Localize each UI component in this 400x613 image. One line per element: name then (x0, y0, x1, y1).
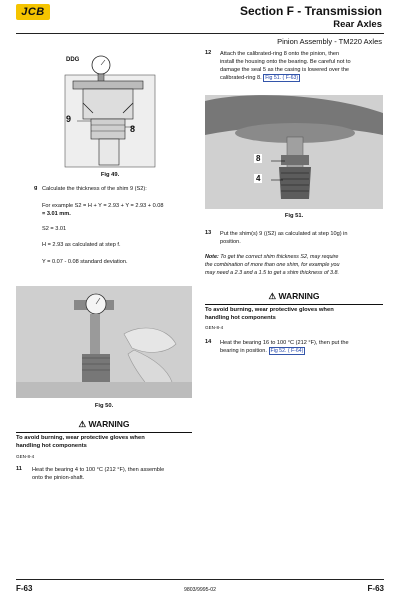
step-g-h-value: H = 2.93 as calculated at step f. (42, 242, 121, 248)
left-warning-code: GEN-8-4 (16, 454, 35, 459)
fig-52-link[interactable]: Fig 52. ( F-64) (270, 348, 304, 354)
warning-triangle-icon: ⚠ (268, 291, 277, 301)
fig49-label-shim: 9 (66, 114, 72, 124)
note-line3: may need a 2.3 and a 1.5 to get a shim thickness of 3.8. (205, 270, 339, 276)
footer-code: 9803/9995-02 (183, 587, 217, 593)
step-12-line4-row (220, 74, 385, 83)
right-warning-line2: handling hot components (205, 314, 276, 321)
figure-50-caption: Fig 50. (94, 403, 114, 409)
step-14-number: 14 (205, 339, 212, 345)
step-g-example-line2: = 3.01 mm. (42, 211, 71, 217)
footer-rule (16, 579, 384, 580)
step-12-line3: damage the seal 5 as the casing is lowered over the (220, 67, 350, 73)
right-warning-title-text: WARNING (278, 291, 320, 301)
left-warning-title (16, 419, 192, 430)
figure-50-drawing (16, 286, 192, 398)
step-g-text: Calculate the thickness of the shim 9 (S2): (42, 186, 147, 192)
footer-page-right: F-63 (367, 584, 384, 593)
figure-49-drawing (55, 53, 165, 170)
page-subtitle: Pinion Assembly - TM220 Axles (277, 37, 382, 46)
step-11-line1: Heat the bearing 4 to 100 °C (212 °F), then assemble (32, 467, 165, 473)
step-g-y-value: Y = 0.07 - 0.08 standard deviation. (42, 259, 128, 265)
section-subtitle: Rear Axles (333, 19, 382, 30)
note-line1: To get the correct shim thickness S2, may require (220, 254, 339, 260)
step-14-line2: bearing in position. (220, 348, 267, 354)
step-11-line2: onto the pinion-shaft. (32, 475, 85, 481)
figure-49-illustration (55, 53, 165, 170)
fig49-label-ddg: DDG (66, 57, 80, 63)
step-13-number: 13 (205, 230, 212, 236)
figure-49-caption: Fig 49. (100, 172, 120, 178)
right-warning-code: GEN-8-4 (205, 325, 224, 330)
section-title: Section F - Transmission (239, 4, 382, 18)
step-13-line1: Put the shim(s) 9 ((S2) as calculated at step 10g) in (220, 231, 348, 237)
fig51-label-bearing: 4 (256, 174, 261, 183)
step-12-number: 12 (205, 50, 212, 56)
fig-51-link[interactable]: Fig 51. ( F-63) (265, 75, 299, 81)
step-12-line2: install the housing onto the bearing. Be careful not to (220, 59, 351, 65)
right-warning-title (205, 291, 383, 302)
figure-50-photo (16, 286, 192, 398)
step-14-line1: Heat the bearing 16 to 100 °C (212 °F), then put the (220, 340, 349, 346)
step-12-line4: calibrated-ring 8. (220, 75, 262, 81)
footer-page-left: F-63 (16, 584, 33, 593)
header-rule (16, 33, 384, 34)
step-12-line1: Attach the calibrated-ring 8 onto the pinion, then (220, 51, 340, 57)
jcb-logo: JCB (16, 4, 50, 20)
step-g-s2-value: S2 = 3.01 (42, 226, 67, 232)
figure-51-photo (205, 95, 383, 209)
fig49-label-ring: 8 (130, 124, 136, 134)
left-warning-line1: To avoid burning, wear protective gloves when (16, 435, 145, 441)
step-11-number: 11 (16, 466, 22, 472)
left-warning-line2: handling hot components (16, 442, 87, 449)
note-label: Note: (205, 254, 219, 260)
fig51-label-ring: 8 (256, 154, 261, 163)
left-warning-title-text: WARNING (88, 419, 130, 429)
note-line1-row (205, 254, 385, 262)
note-line2: the combination of more than one shim, for example you (205, 262, 340, 268)
step-g-example-line1: For example S2 = H + Y = 2.93 + Y = 2.93 + 0.08 (42, 203, 164, 209)
right-warning-box (205, 304, 383, 323)
figure-51-caption: Fig 51. (284, 213, 304, 219)
figure-51-drawing (205, 95, 383, 209)
step-g-number: g (34, 185, 38, 191)
step-13-line2: position. (220, 239, 241, 245)
right-warning-line1: To avoid burning, wear protective gloves when (205, 307, 334, 313)
step-14-line2-row (220, 347, 385, 356)
warning-triangle-icon: ⚠ (78, 419, 87, 429)
left-warning-box (16, 432, 192, 451)
